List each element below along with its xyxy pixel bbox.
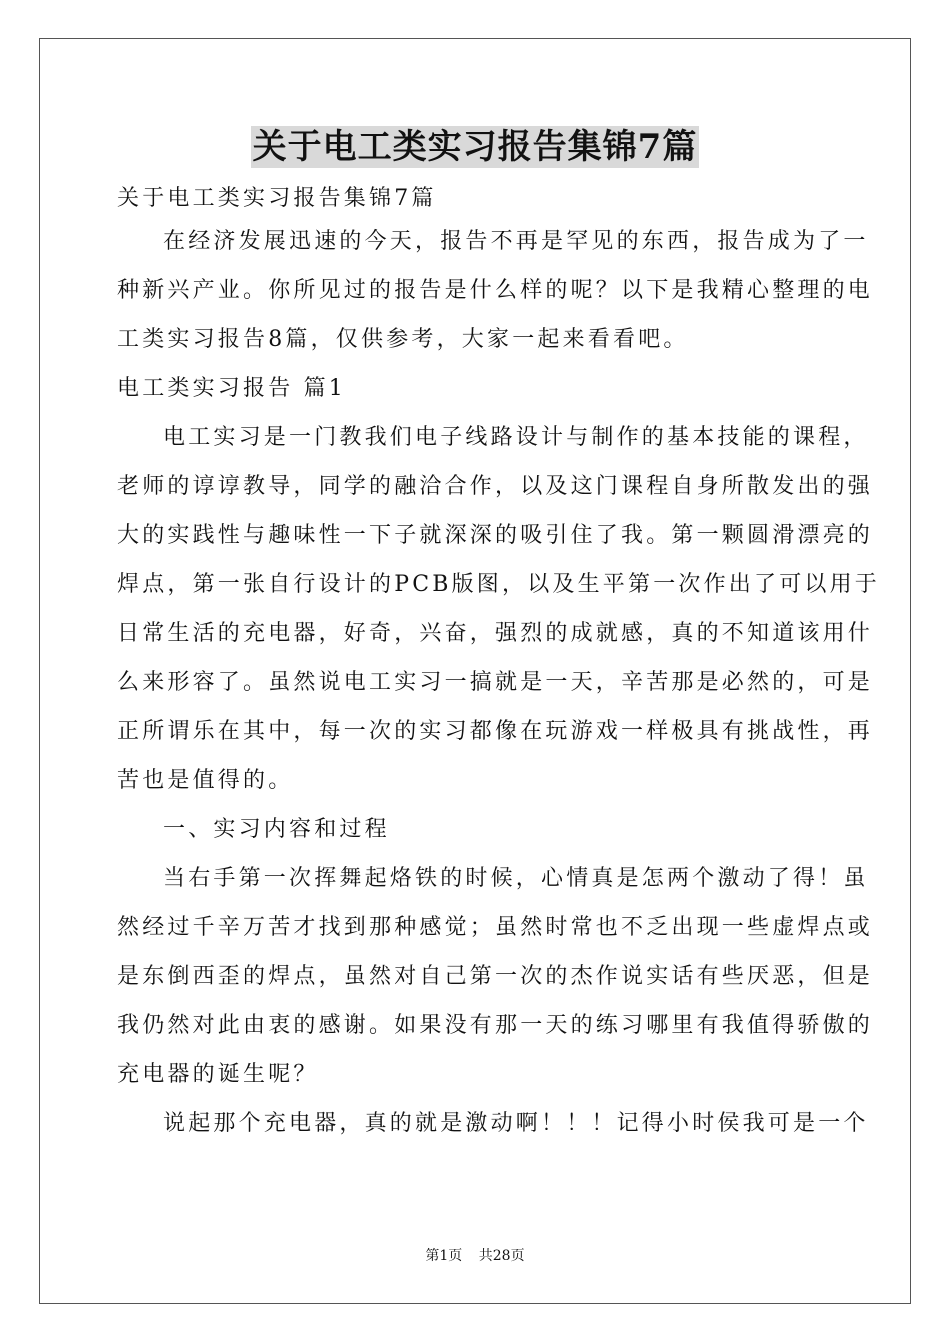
document-body [117,180,881,1148]
document-title: 关于电工类实习报告集锦7篇 [252,127,698,167]
paragraph-line: 焊点，第一张自行设计的PCB版图，以及生平第一次作出了可以用于 [117,572,881,597]
paragraph-line: 正所谓乐在其中，每一次的实习都像在玩游戏一样极具有挑战性，再 [117,719,874,744]
paragraph-line: 在经济发展迅速的今天，报告不再是罕见的东西，报告成为了一 [163,229,869,254]
page-footer [0,1246,950,1266]
title-container [0,126,950,168]
paragraph-line: 然经过千辛万苦才找到那种感觉；虽然时常也不乏出现一些虚焊点或 [117,915,874,940]
paragraph-line: 种新兴产业。你所见过的报告是什么样的呢？以下是我精心整理的电 [117,278,874,303]
page-total: 共28页 [478,1248,525,1264]
paragraph-line: 么来形容了。虽然说电工实习一搞就是一天，辛苦那是必然的，可是 [117,670,874,695]
subtitle-line: 关于电工类实习报告集锦7篇 [117,186,437,211]
paragraph-line: 苦也是值得的。 [117,768,294,793]
paragraph-line: 工类实习报告8篇，仅供参考，大家一起来看看吧。 [117,327,689,352]
paragraph-line: 大的实践性与趣味性一下子就深深的吸引住了我。第一颗圆滑漂亮的 [117,523,874,548]
paragraph-line: 充电器的诞生呢？ [117,1062,319,1087]
subsection-heading: 一、实习内容和过程 [163,817,390,842]
paragraph-line: 是东倒西歪的焊点，虽然对自己第一次的杰作说实话有些厌恶，但是 [117,964,874,989]
paragraph-line: 我仍然对此由衷的感谢。如果没有那一天的练习哪里有我值得骄傲的 [117,1013,874,1038]
paragraph-line: 电工实习是一门教我们电子线路设计与制作的基本技能的课程， [163,425,869,450]
section-heading: 电工类实习报告 篇1 [117,376,346,401]
paragraph-line: 老师的谆谆教导，同学的融洽合作，以及这门课程自身所散发出的强 [117,474,874,499]
page-number: 第1页 [425,1248,463,1264]
paragraph-line: 说起那个充电器，真的就是激动啊！！！记得小时侯我可是一个 [163,1111,869,1136]
paragraph-line: 日常生活的充电器，好奇，兴奋，强烈的成就感，真的不知道该用什 [117,621,874,646]
paragraph-line: 当右手第一次挥舞起烙铁的时候，心情真是怎两个激动了得！虽 [163,866,869,891]
